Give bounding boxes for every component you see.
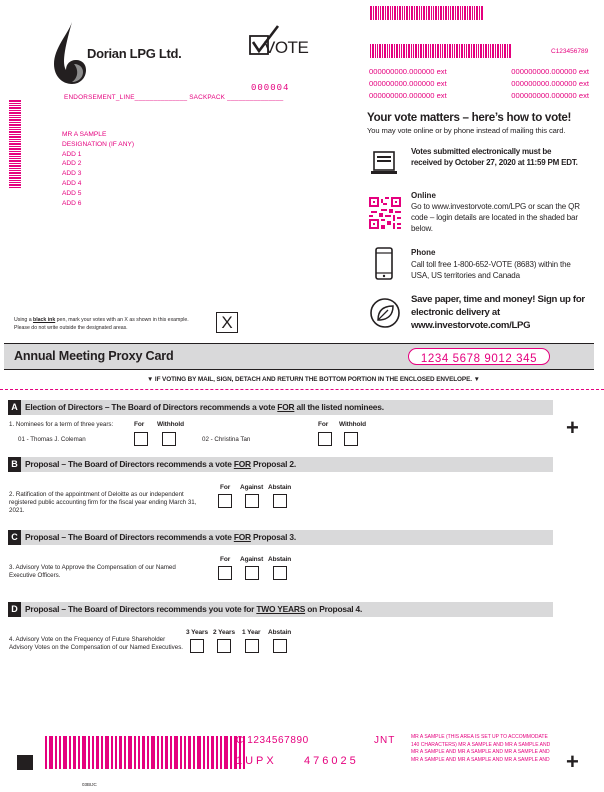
footer-code-1: C 1234567890 [236, 735, 309, 746]
q2-col-abstain: Abstain [268, 484, 292, 491]
q4-col-abstain: Abstain [268, 629, 292, 636]
monitor-icon [370, 150, 398, 176]
footer-sample-text: MR A SAMPLE (THIS AREA IS SET UP TO ACCOMMODATE 140 CHARACTERS) MR A SAMPLE AND MR A SAMPLE AND MR A SAMPLE AND MR A SAMPLE AND MR A SAMPLE AND MR A SAMPLE AND MR A SAMPLE AND MR A SAMPLE AND [411, 734, 551, 763]
q4-col-3-years: 3 Years [186, 629, 208, 636]
ext-line: 000000000.000000 ext [369, 67, 447, 76]
footer-code-3: 1UPX [236, 755, 277, 767]
q3-text: 3. Advisory Vote to Approve the Compensation of our Named Executive Officers. [9, 564, 176, 579]
nominee-2-withhold-checkbox[interactable] [344, 432, 358, 446]
q3-for-checkbox[interactable] [218, 566, 232, 580]
ext-line: 000000000.000000 ext [511, 79, 589, 88]
sample-mark-box [216, 312, 238, 333]
section-letter: A [8, 400, 21, 415]
plus-icon: + [566, 415, 579, 440]
qr-code-icon[interactable] [369, 197, 401, 229]
account-code: C123456789 [551, 48, 589, 55]
section-b-title: Proposal – The Board of Directors recommends a vote FOR Proposal 2. [25, 459, 296, 469]
q2-text: 2. Ratification of the appointment of Deloitte as our independent registered public accounting firm for the fiscal year ending March 31, 2021. [9, 491, 197, 514]
nominee-1-withhold-checkbox[interactable] [162, 432, 176, 446]
q1-col-withhold: Withhold [157, 421, 184, 428]
section-letter: C [8, 530, 21, 545]
ext-lines [369, 66, 589, 102]
phone-title: Phone [411, 248, 436, 257]
ext-line: 000000000.000000 ext [511, 91, 589, 100]
q2-col-for: For [220, 484, 231, 491]
q3-col-for: For [220, 556, 231, 563]
section-c-title: Proposal – The Board of Directors recommends a vote FOR Proposal 3. [25, 532, 296, 542]
vote-logo-text: VOTE [264, 38, 309, 57]
q4-3-years-checkbox[interactable] [190, 639, 204, 653]
form-code: 03BIJC [82, 782, 97, 787]
registration-mark [17, 755, 33, 770]
address-line: DESIGNATION (IF ANY) [62, 140, 135, 148]
endorsement-line: ENDORSEMENT_LINE______________ SACKPACK _______________ [64, 94, 284, 101]
q3-against-checkbox[interactable] [245, 566, 259, 580]
q4-1-year-checkbox[interactable] [245, 639, 259, 653]
q4-col-2-years: 2 Years [213, 629, 235, 636]
nominee-2-for-checkbox[interactable] [318, 432, 332, 446]
q1-col-for-2: For [318, 421, 329, 428]
company-name: Dorian LPG Ltd. [87, 46, 182, 61]
vote-heading: Your vote matters – here’s how to vote! [367, 111, 572, 124]
footer-code-2: JNT [374, 735, 396, 746]
q3-col-abstain: Abstain [268, 556, 292, 563]
plus-icon: + [566, 749, 579, 774]
online-text: Go to www.investorvote.com/LPG or scan the QR code – login details are located in the shaded bar below. [411, 202, 580, 233]
footer-code-4: 476025 [304, 755, 359, 767]
address-line: ADD 6 [62, 199, 82, 207]
ink-text-pre: Using a [14, 317, 34, 323]
address-line: ADD 5 [62, 189, 82, 197]
control-number-text: 1234 5678 9012 345 [420, 353, 538, 365]
phone-text: Call toll free 1-800-652-VOTE (8683) within the USA, US territories and Canada [411, 260, 571, 280]
q4-text: 4. Advisory Vote on the Frequency of Future Shareholder Advisory Votes on the Compensation of our Named Executives. [9, 636, 184, 651]
ext-line: 000000000.000000 ext [369, 91, 447, 100]
ink-text-line2: Please do not write outside the designated areas. [14, 325, 128, 331]
address-line: ADD 4 [62, 179, 82, 187]
q2-abstain-checkbox[interactable] [273, 494, 287, 508]
top-barcode-2 [370, 44, 511, 58]
nominee-1: 01 - Thomas J. Coleman [18, 436, 86, 443]
proxy-card-title: Annual Meeting Proxy Card [14, 349, 174, 363]
sequence-number: 000004 [251, 83, 290, 93]
q2-col-against: Against [240, 484, 264, 491]
q1-text: 1. Nominees for a term of three years: [9, 421, 114, 428]
leaf-icon [369, 297, 401, 329]
nominee-2: 02 - Christina Tan [202, 436, 251, 443]
address-block [62, 130, 134, 208]
vote-logo [248, 24, 318, 60]
sample-mark: X [221, 313, 233, 332]
top-barcode-1 [370, 6, 483, 20]
ink-instructions [14, 316, 189, 332]
section-letter: D [8, 602, 21, 617]
q3-abstain-checkbox[interactable] [273, 566, 287, 580]
q1-col-for: For [134, 421, 145, 428]
section-a-title: Election of Directors – The Board of Directors recommends a vote FOR all the listed nominees. [25, 402, 384, 412]
section-letter: B [8, 457, 21, 472]
address-line: ADD 3 [62, 170, 82, 178]
paperless-text: Save paper, time and money! Sign up for electronic delivery at www.investorvote.com/LPG [411, 294, 585, 331]
q4-abstain-checkbox[interactable] [273, 639, 287, 653]
section-b-header [8, 457, 553, 472]
proxy-bar [4, 343, 594, 370]
bottom-barcode [45, 736, 245, 769]
phone-icon [373, 247, 395, 281]
vote-subheading: You may vote online or by phone instead of mailing this card. [367, 126, 566, 135]
address-line: ADD 2 [62, 160, 82, 168]
electronic-deadline: Votes submitted electronically must be received by October 27, 2020 at 11:59 PM EDT. [411, 147, 578, 167]
section-a-header [8, 400, 553, 415]
section-c-header [8, 530, 553, 545]
q4-2-years-checkbox[interactable] [217, 639, 231, 653]
control-number [408, 348, 550, 365]
online-title: Online [411, 191, 436, 200]
company-logo [50, 20, 210, 90]
nominee-1-for-checkbox[interactable] [134, 432, 148, 446]
section-d-header [8, 602, 553, 617]
q2-for-checkbox[interactable] [218, 494, 232, 508]
ink-text-emphasis: black ink [33, 317, 56, 323]
ext-line: 000000000.000000 ext [511, 67, 589, 76]
q4-col-1-year: 1 Year [242, 629, 261, 636]
ink-text-post: pen, mark your votes with an X as shown in this example. [55, 317, 189, 323]
detach-line [0, 389, 604, 390]
address-line: ADD 1 [62, 150, 82, 158]
address-line: MR A SAMPLE [62, 131, 107, 138]
q1-col-withhold-2: Withhold [339, 421, 366, 428]
q3-col-against: Against [240, 556, 264, 563]
q2-against-checkbox[interactable] [245, 494, 259, 508]
ext-line: 000000000.000000 ext [369, 79, 447, 88]
side-barcode [9, 100, 21, 188]
drop-logo-icon [50, 20, 90, 86]
detach-instruction: ▼ IF VOTING BY MAIL, SIGN, DETACH AND RETURN THE BOTTOM PORTION IN THE ENCLOSED ENVELOPE. ▼ [147, 376, 480, 383]
section-d-title: Proposal – The Board of Directors recommends you vote for TWO YEARS on Proposal 4. [25, 604, 363, 614]
